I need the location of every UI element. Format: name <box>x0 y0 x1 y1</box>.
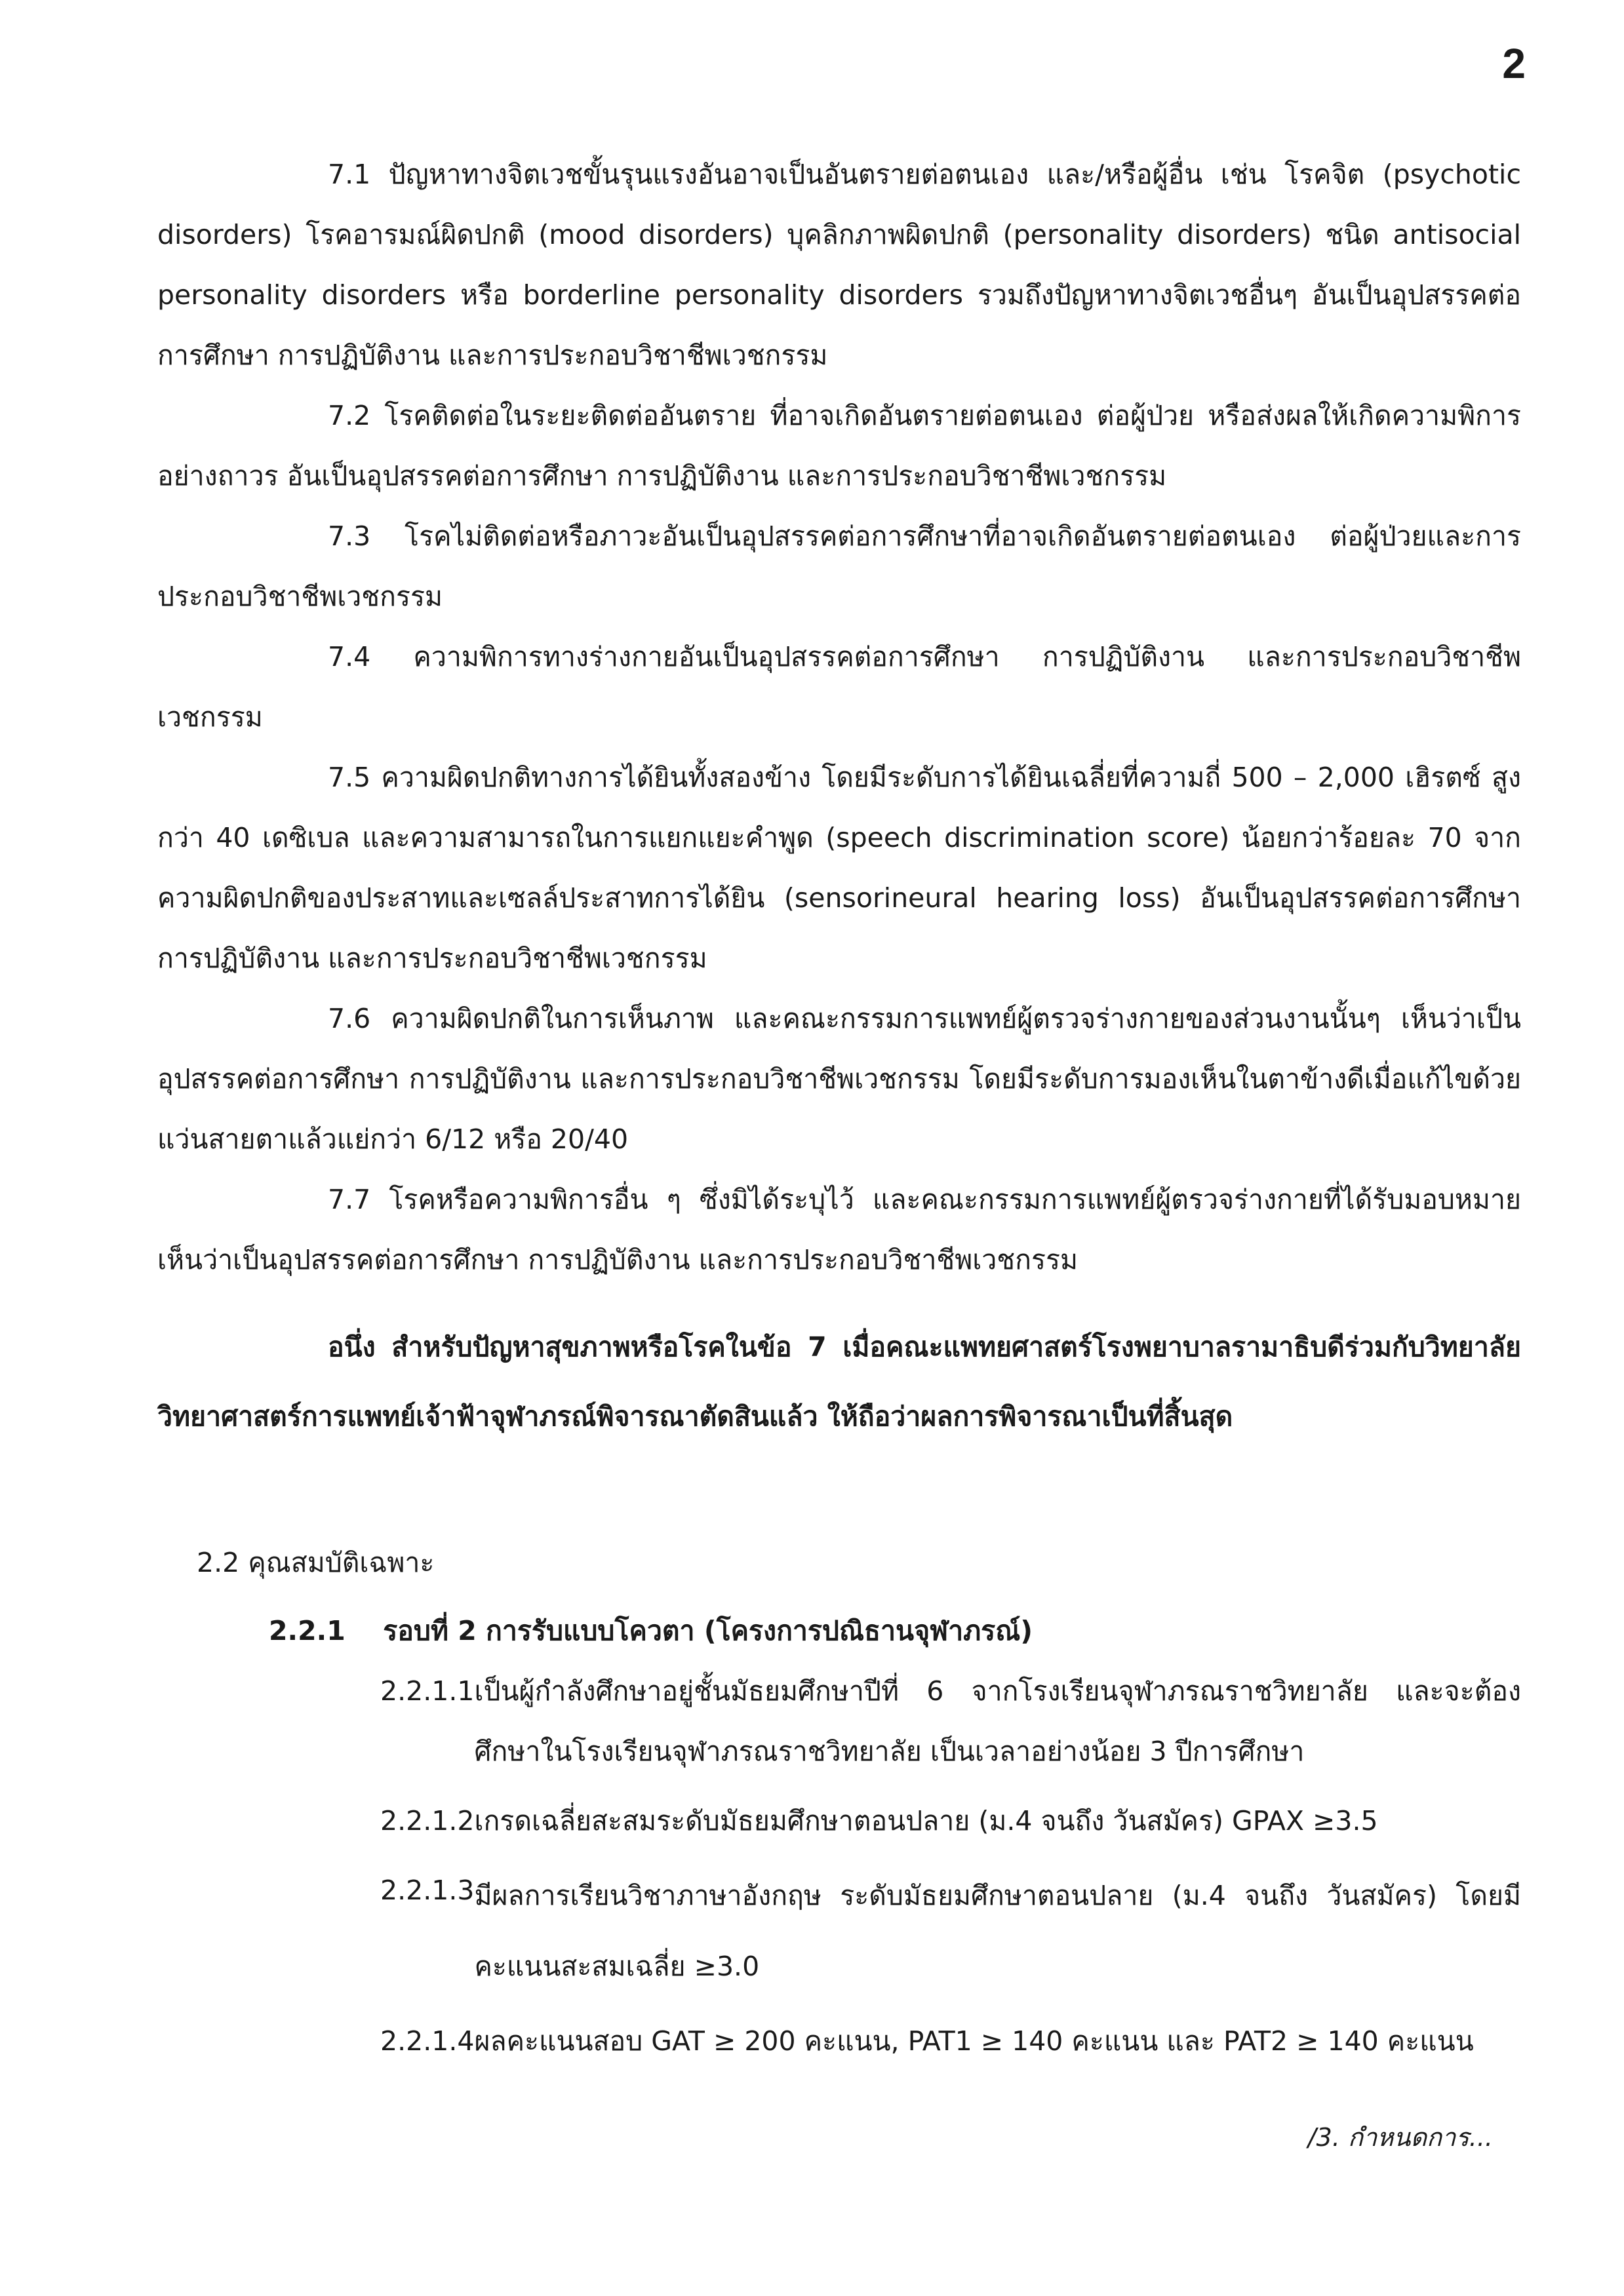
criteria-text: ผลคะแนนสอบ GAT ≥ 200 คะแนน, PAT1 ≥ 140 คะแนน และ PAT2 ≥ 140 คะแนน <box>474 2025 1474 2057</box>
document-body <box>157 144 1521 2080</box>
criteria-text: มีผลการเรียนวิชาภาษาอังกฤษ ระดับมัธยมศึกษาตอนปลาย (ม.4 จนถึง วันสมัคร) โดยมีคะแนนสะสมเฉลี่ย ≥3.0 <box>474 1880 1521 1982</box>
criteria-number: 2.2.1.1 <box>380 1675 475 1707</box>
section-heading: 2.2 คุณสมบัติเฉพาะ <box>197 1547 435 1578</box>
subsection-number: 2.2.1 <box>269 1615 346 1646</box>
criteria-number: 2.2.1.2 <box>380 1805 475 1837</box>
page-number: 2 <box>1502 40 1526 87</box>
subsection-heading <box>269 1601 1521 1661</box>
paragraph-7-3: 7.3 โรคไม่ติดต่อหรือภาวะอันเป็นอุปสรรคต่อการศึกษาที่อาจเกิดอันตรายต่อตนเอง ต่อผู้ป่วยและการประกอบวิชาชีพเวชกรรม <box>157 520 1521 612</box>
criteria-number: 2.2.1.4 <box>380 2025 475 2057</box>
paragraph-7-1: 7.1 ปัญหาทางจิตเวชขั้นรุนแรงอันอาจเป็นอันตรายต่อตนเอง และ/หรือผู้อื่น เช่น โรคจิต (psychotic disorders) โรคอารมณ์ผิดปกติ (mood disorders) บุคลิกภาพผิดปกติ (personality disorders) ชนิด antisocial personality disorders หรือ borderline personality disorders รวมถึงปัญหาทางจิตเวชอื่นๆ อันเป็นอุปสรรคต่อการศึกษา การปฏิบัติงาน และการประกอบวิชาชีพเวชกรรม <box>157 159 1521 371</box>
paragraph-7-2: 7.2 โรคติดต่อในระยะติดต่ออันตราย ที่อาจเกิดอันตรายต่อตนเอง ต่อผู้ป่วย หรือส่งผลให้เกิดความพิการอย่างถาวร อันเป็นอุปสรรคต่อการศึกษา การปฏิบัติงาน และการประกอบวิชาชีพเวชกรรม <box>157 400 1521 492</box>
criteria-item <box>380 2011 1521 2071</box>
paragraph-7-5: 7.5 ความผิดปกติทางการได้ยินทั้งสองข้าง โดยมีระดับการได้ยินเฉลี่ยที่ความถี่ 500 – 2,000 เฮิรตซ์ สูงกว่า 40 เดซิเบล และความสามารถในการแยกแยะคำพูด (speech discrimination score) น้อยกว่าร้อยละ 70 จากความผิดปกติของประสาทและเซลล์ประสาทการได้ยิน (sensorineural hearing loss) อันเป็นอุปสรรคต่อการศึกษา การปฏิบัติงาน และการประกอบวิชาชีพเวชกรรม <box>157 762 1521 974</box>
criteria-item <box>380 1791 1521 1851</box>
criteria-item <box>380 1860 1521 2002</box>
subsection-title: รอบที่ 2 การรับแบบโควตา (โครงการปณิธานจุฬาภรณ์) <box>383 1615 1033 1646</box>
note-paragraph: อนึ่ง สำหรับปัญหาสุขภาพหรือโรคในข้อ 7 เมื่อคณะแพทยศาสตร์โรงพยาบาลรามาธิบดีร่วมกับวิทยาลัยวิทยาศาสตร์การแพทย์เจ้าฟ้าจุฬาภรณ์พิจารณาตัดสินแล้ว ให้ถือว่าผลการพิจารณาเป็นที่สิ้นสุด <box>157 1331 1521 1432</box>
paragraph-7-4: 7.4 ความพิการทางร่างกายอันเป็นอุปสรรคต่อการศึกษา การปฏิบัติงาน และการประกอบวิชาชีพเวชกรรม <box>157 641 1521 733</box>
criteria-text: เกรดเฉลี่ยสะสมระดับมัธยมศึกษาตอนปลาย (ม.4 จนถึง วันสมัคร) GPAX ≥3.5 <box>474 1805 1378 1837</box>
criteria-text: เป็นผู้กำลังศึกษาอยู่ชั้นมัธยมศึกษาปีที่ 6 จากโรงเรียนจุฬาภรณราชวิทยาลัย และจะต้องศึกษาในโรงเรียนจุฬาภรณราชวิทยาลัย เป็นเวลาอย่างน้อย 3 ปีการศึกษา <box>474 1675 1521 1767</box>
paragraph-7-6: 7.6 ความผิดปกติในการเห็นภาพ และคณะกรรมการแพทย์ผู้ตรวจร่างกายของส่วนงานนั้นๆ เห็นว่าเป็นอุปสรรคต่อการศึกษา การปฏิบัติงาน และการประกอบวิชาชีพเวชกรรม โดยมีระดับการมองเห็นในตาข้างดีเมื่อแก้ไขด้วยแว่นสายตาแล้วแย่กว่า 6/12 หรือ 20/40 <box>157 1003 1521 1155</box>
criteria-number: 2.2.1.3 <box>380 1875 475 1906</box>
criteria-item <box>380 1661 1521 1781</box>
paragraph-7-7: 7.7 โรคหรือความพิการอื่น ๆ ซึ่งมิได้ระบุไว้ และคณะกรรมการแพทย์ผู้ตรวจร่างกายที่ได้รับมอบหมายเห็นว่าเป็นอุปสรรคต่อการศึกษา การปฏิบัติงาน และการประกอบวิชาชีพเวชกรรม <box>157 1184 1521 1275</box>
footer-continuation: /3. กำหนดการ... <box>1307 2123 1493 2152</box>
